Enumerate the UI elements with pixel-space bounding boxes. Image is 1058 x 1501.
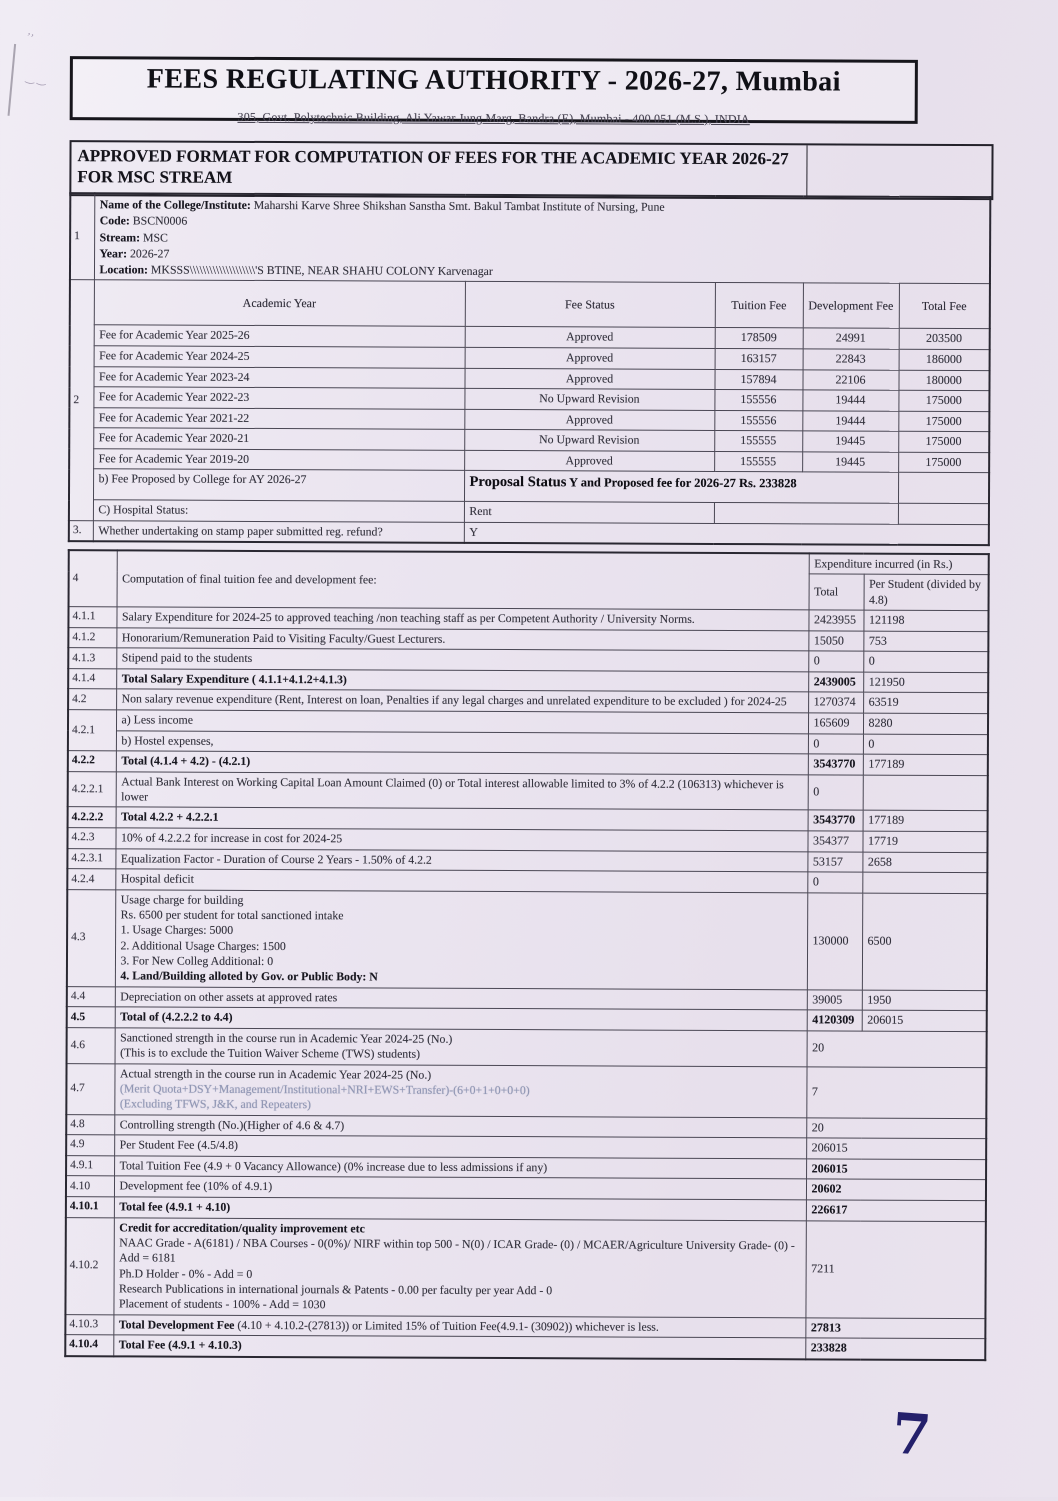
institute-code-value: BSCN0006 <box>132 213 188 228</box>
usage-charge-lines: Usage charge for building Rs. 6500 per student for total sanctioned intake 1. Usage Charges: 5000 2. Additional Usage Charges: 1500 3. For New Colleg Additional: 0 <box>120 892 344 969</box>
row-no: 4.2.3 <box>67 828 115 849</box>
fee-status-cell: Approved <box>464 368 714 390</box>
credit-detail-lines: NAAC Grade - A(6181) / NBA Courses - 0(0%)/ NIRF within top 500 - N(0) / ICAR Grade- (0) / MCAER/Agriculture University Grade- (0) - Add = 6181 Ph.D Holder - 0% - Add = 0 Research Publications in international journals & Patents - 0.00 per faculty per year Add - 0 Placement of students - 100% - Add = 1030 <box>118 1235 795 1312</box>
row-desc: Stipend paid to the students <box>116 648 808 672</box>
row-no: 4.7 <box>66 1063 114 1114</box>
row-per: 177189 <box>863 754 988 775</box>
row-no: 4.5 <box>67 1007 115 1028</box>
institute-location-value: MKSSS\\\\\\\\\\\\\\\\\\\\'S BTINE, NEAR SHAHU COLONY Karvenagar <box>150 262 493 279</box>
col-header-tuition-fee: Tuition Fee <box>715 283 803 328</box>
development-fee-cell: 22106 <box>802 369 898 390</box>
development-fee-cell: 19445 <box>802 431 898 452</box>
col-header-academic-year: Academic Year <box>94 280 465 327</box>
total-dev-fee-bold: Total Development Fee <box>118 1316 235 1332</box>
institute-year-label: Year: <box>99 246 128 261</box>
total-fee-cell: 175000 <box>898 411 989 432</box>
row-desc: Total (4.1.4 + 4.2) - (4.2.1) <box>116 751 808 775</box>
row-per: 2658 <box>862 852 987 873</box>
row-per <box>863 775 988 811</box>
table-row <box>65 1217 985 1318</box>
row-per: 63519 <box>863 692 988 713</box>
row-total: 165609 <box>808 713 863 734</box>
row-no: 4.10.2 <box>65 1217 113 1314</box>
total-fee-cell: 203500 <box>899 329 990 350</box>
institute-row <box>70 193 990 284</box>
institute-location-label: Location: <box>99 262 149 277</box>
hospital-status-value: Rent <box>464 502 714 523</box>
row-total: 0 <box>808 733 863 754</box>
row-total: 0 <box>808 775 863 811</box>
row-number: 2 <box>69 280 94 521</box>
row-total: 4120309 <box>807 1010 862 1031</box>
table-row <box>67 889 987 990</box>
row-value: 7211 <box>805 1220 985 1318</box>
total-fee-cell: 175000 <box>898 390 989 411</box>
tuition-fee-cell: 155556 <box>714 410 802 431</box>
usage-charge-bold-line: 4. Land/Building alloted by Gov. or Public Body: N <box>120 968 378 984</box>
row-desc: Total fee (4.9.1 + 4.10) <box>114 1197 806 1221</box>
col-header-development-fee: Development Fee <box>803 283 899 328</box>
table-row <box>66 1063 986 1118</box>
row-value: 226617 <box>806 1200 986 1221</box>
row-per: 17719 <box>862 831 987 852</box>
row-desc: Hospital deficit <box>115 869 807 893</box>
academic-year-cell: Fee for Academic Year 2023-24 <box>93 366 464 388</box>
row-per: 6500 <box>862 893 987 991</box>
computation-title: Computation of final tuition fee and development fee: <box>117 550 809 610</box>
row-total: 2439005 <box>808 672 863 693</box>
fee-status-cell: Approved <box>465 327 715 349</box>
actual-strength-faint-lines: (Merit Quota+DSY+Management/Institutional+NRI+EWS+Transfer)-(6+0+1+0+0+0) (Excluding TFWS, J&K, and Repeaters) <box>119 1081 530 1112</box>
row-no: 4.9 <box>66 1135 114 1156</box>
row-no: 4.2.3.1 <box>67 848 115 869</box>
authority-title: FEES REGULATING AUTHORITY - 2026-27, Mumbai <box>146 63 841 98</box>
row-desc: Total of (4.2.2.2 to 4.4) <box>115 1007 807 1031</box>
row-total: 15050 <box>808 630 863 651</box>
empty-cell <box>898 504 989 525</box>
row-value: 20 <box>807 1031 987 1067</box>
fee-status-cell: No Upward Revision <box>464 388 714 410</box>
row-no: 4.3 <box>67 889 115 986</box>
row-desc: 10% of 4.2.2.2 for increase in cost for 2024-25 <box>115 828 807 852</box>
row-no: 4.1.4 <box>68 668 116 689</box>
row-no: 4.2.2.2 <box>68 807 116 828</box>
row-desc: Sanctioned strength in the course run in Academic Year 2024-25 (No.) (This is to exclude the Tuition Waiver Scheme (TWS) students) <box>115 1028 807 1067</box>
proposed-fee-label: b) Fee Proposed by College for AY 2026-27 <box>93 469 464 502</box>
academic-year-cell: Fee for Academic Year 2021-22 <box>93 407 464 429</box>
row-desc: Honorarium/Remuneration Paid to Visiting Faculty/Guest Lecturers. <box>116 627 808 651</box>
tuition-fee-cell: 155556 <box>714 390 802 411</box>
empty-cell <box>714 503 898 524</box>
row-no: 4.1.3 <box>68 648 116 669</box>
institute-year-value: 2026-27 <box>130 246 170 261</box>
undertaking-label: Whether undertaking on stamp paper submitted reg. refund? <box>93 521 464 543</box>
table-row <box>68 771 988 811</box>
row-value: 233828 <box>805 1338 985 1360</box>
row-no: 4.1.1 <box>68 607 116 628</box>
row-per: 0 <box>863 651 988 672</box>
expenditure-group-header: Expenditure incurred (in Rs.) <box>809 553 989 575</box>
institute-details-cell <box>94 193 990 284</box>
row-no: 4.9.1 <box>66 1155 114 1176</box>
row-total: 53157 <box>807 851 862 872</box>
row-per: 121950 <box>863 672 988 693</box>
format-title: APPROVED FORMAT FOR COMPUTATION OF FEES FOR THE ACADEMIC YEAR 2026-27 FOR MSC STREAM <box>71 142 807 197</box>
row-desc: b) Hostel expenses, <box>116 730 808 754</box>
row-number: 3. <box>69 520 93 541</box>
academic-year-cell: Fee for Academic Year 2025-26 <box>94 325 465 347</box>
row-desc: Depreciation on other assets at approved rates <box>115 987 807 1011</box>
undertaking-row <box>69 520 989 545</box>
total-fee-cell: 186000 <box>899 349 990 370</box>
academic-year-cell: Fee for Academic Year 2020-21 <box>93 428 464 450</box>
institute-name-value: Maharshi Karve Shree Shikshan Sanstha Smt. Bakul Tambat Institute of Nursing, Pune <box>253 197 665 214</box>
row-value: 7 <box>806 1066 986 1118</box>
row-no: 4.10.4 <box>65 1335 113 1356</box>
col-header-fee-status: Fee Status <box>465 282 715 328</box>
row-desc <box>113 1217 805 1317</box>
row-desc: Development fee (10% of 4.9.1) <box>114 1176 806 1200</box>
empty-cell <box>898 473 989 504</box>
tuition-fee-cell: 163157 <box>715 348 803 369</box>
tuition-fee-cell: 157894 <box>714 369 802 390</box>
row-no: 4.2.2.1 <box>68 771 116 807</box>
credit-bold-line: Credit for accreditation/quality improvement etc <box>119 1219 365 1235</box>
row-no: 4.2.1 <box>68 710 116 751</box>
proposed-fee-value <box>464 471 898 504</box>
row-per: 753 <box>863 631 988 652</box>
institute-stream-label: Stream: <box>99 229 141 244</box>
fee-history-header-row <box>70 280 990 329</box>
development-fee-cell: 22843 <box>803 349 899 370</box>
row-total: 0 <box>808 651 863 672</box>
computation-header-row <box>69 550 989 575</box>
fee-status-cell: No Upward Revision <box>464 430 714 452</box>
col-header-total-fee: Total Fee <box>899 284 990 329</box>
row-desc: Total Fee (4.9.1 + 4.10.3) <box>113 1335 805 1359</box>
format-title-box <box>69 140 993 200</box>
row-desc: Total 4.2.2 + 4.2.2.1 <box>116 807 808 831</box>
row-total: 130000 <box>807 893 862 990</box>
row-no: 4.8 <box>66 1114 114 1135</box>
row-no: 4.2.4 <box>67 869 115 890</box>
academic-year-cell: Fee for Academic Year 2024-25 <box>94 346 465 368</box>
fee-status-cell: Approved <box>464 450 714 472</box>
institute-location-line <box>99 261 984 281</box>
row-desc: Actual Bank Interest on Working Capital Loan Amount Claimed (0) or Total interest allowable limited to 3% of 4.2.2 (106313) whichever is lower <box>116 772 808 811</box>
pen-mark: ‿ ‿ <box>25 71 47 87</box>
row-desc: Per Student Fee (4.5/4.8) <box>114 1135 806 1159</box>
tuition-fee-cell: 155555 <box>714 451 802 472</box>
total-fee-cell: 180000 <box>898 370 989 391</box>
row-desc <box>115 890 807 990</box>
row-total: 3543770 <box>808 754 863 775</box>
tuition-fee-cell: 155555 <box>714 431 802 452</box>
col-header-total: Total <box>809 574 864 610</box>
row-total: 3543770 <box>808 810 863 831</box>
row-no: 4.10.1 <box>66 1197 114 1218</box>
development-fee-cell: 19445 <box>802 452 898 473</box>
table-row <box>67 1028 987 1068</box>
proposed-fee-row <box>69 469 989 504</box>
development-fee-cell: 19444 <box>802 390 898 411</box>
institute-stream-value: MSC <box>142 229 168 245</box>
row-no: 4.10 <box>66 1176 114 1197</box>
row-per: 1950 <box>862 990 987 1011</box>
row-total: 2423955 <box>808 610 863 631</box>
actual-strength-line: Actual strength in the course run in Academic Year 2024-25 (No.) <box>119 1065 432 1082</box>
row-per <box>862 872 987 893</box>
academic-year-cell: Fee for Academic Year 2022-23 <box>93 387 464 409</box>
row-number: 4 <box>69 550 117 607</box>
row-desc: Equalization Factor - Duration of Course 2 Years - 1.50% of 4.2.2 <box>115 848 807 872</box>
total-fee-cell: 175000 <box>898 452 989 473</box>
row-value: 20 <box>806 1117 986 1138</box>
row-per: 121198 <box>863 610 988 631</box>
proposal-fee-text: Y and Proposed fee for 2026-27 Rs. 233828 <box>566 475 797 491</box>
row-no: 4.10.3 <box>65 1314 113 1335</box>
row-desc: Non salary revenue expenditure (Rent, Interest on loan, Penalties if any legal charges and unrelated expenditure to be excluded ) for 2024-25 <box>116 689 808 713</box>
authority-title-box <box>70 56 918 127</box>
undertaking-value: Y <box>464 522 989 545</box>
col-header-per-student: Per Student (divided by 4.8) <box>864 574 989 610</box>
handwritten-page-number: 7 <box>889 1400 934 1470</box>
computation-table <box>64 549 990 1361</box>
proposal-status-text: Proposal Status <box>469 474 567 491</box>
row-total: 0 <box>807 872 862 893</box>
row-no: 4.4 <box>67 986 115 1007</box>
row-value: 206015 <box>806 1159 986 1180</box>
authority-address: 305, Govt. Polytechnic Building, Ali Yawar Jung Marg, Bandra (E), Mumbai - 400 051 (M.S.), INDIA <box>237 109 750 127</box>
institute-code-label: Code: <box>99 213 130 228</box>
row-number: 1 <box>70 193 94 280</box>
row-value: 20602 <box>806 1179 986 1200</box>
institute-name-label: Name of the College/Institute: <box>99 197 251 212</box>
table-row <box>65 1335 985 1360</box>
row-no: 4.1.2 <box>68 627 116 648</box>
total-dev-fee-rest: (4.10 + 4.10.2-(27813)) or Limited 15% of Tuition Fee(4.9.1- (30902)) whichever is less. <box>234 1317 659 1334</box>
development-fee-cell: 24991 <box>803 328 899 349</box>
row-desc: Total Tuition Fee (4.9 + 0 Vacancy Allowance) (0% increase due to less admissions if any) <box>114 1156 806 1180</box>
row-value: 206015 <box>806 1138 986 1159</box>
row-no: 4.6 <box>67 1028 115 1064</box>
format-empty-cell <box>807 145 991 198</box>
row-desc: a) Less income <box>116 710 808 734</box>
scan-fold-artifact <box>8 44 17 116</box>
pen-mark: ‚‚ <box>26 25 38 39</box>
row-per: 177189 <box>863 810 988 831</box>
row-total: 39005 <box>807 990 862 1011</box>
row-value: 27813 <box>805 1317 985 1338</box>
fee-status-cell: Approved <box>465 347 715 369</box>
row-per: 206015 <box>862 1010 987 1031</box>
hospital-status-label: C) Hospital Status: <box>93 500 464 522</box>
row-per: 8280 <box>863 713 988 734</box>
tuition-fee-cell: 178509 <box>715 328 803 349</box>
row-desc: Controlling strength (No.)(Higher of 4.6 & 4.7) <box>114 1114 806 1138</box>
total-fee-cell: 175000 <box>898 432 989 453</box>
row-per: 0 <box>863 734 988 755</box>
row-total: 1270374 <box>808 692 863 713</box>
row-total: 354377 <box>807 831 862 852</box>
academic-year-cell: Fee for Academic Year 2019-20 <box>93 449 464 471</box>
row-no: 4.2 <box>68 689 116 710</box>
fee-status-cell: Approved <box>464 409 714 431</box>
row-no: 4.2.2 <box>68 751 116 772</box>
row-desc <box>114 1063 806 1117</box>
row-desc: Salary Expenditure for 2024-25 to approved teaching /non teaching staff as per Competent Authority / University Norms. <box>116 607 808 631</box>
row-desc: Total Salary Expenditure ( 4.1.1+4.1.2+4.1.3) <box>116 669 808 693</box>
development-fee-cell: 19444 <box>802 411 898 432</box>
institute-fee-table <box>68 192 992 546</box>
